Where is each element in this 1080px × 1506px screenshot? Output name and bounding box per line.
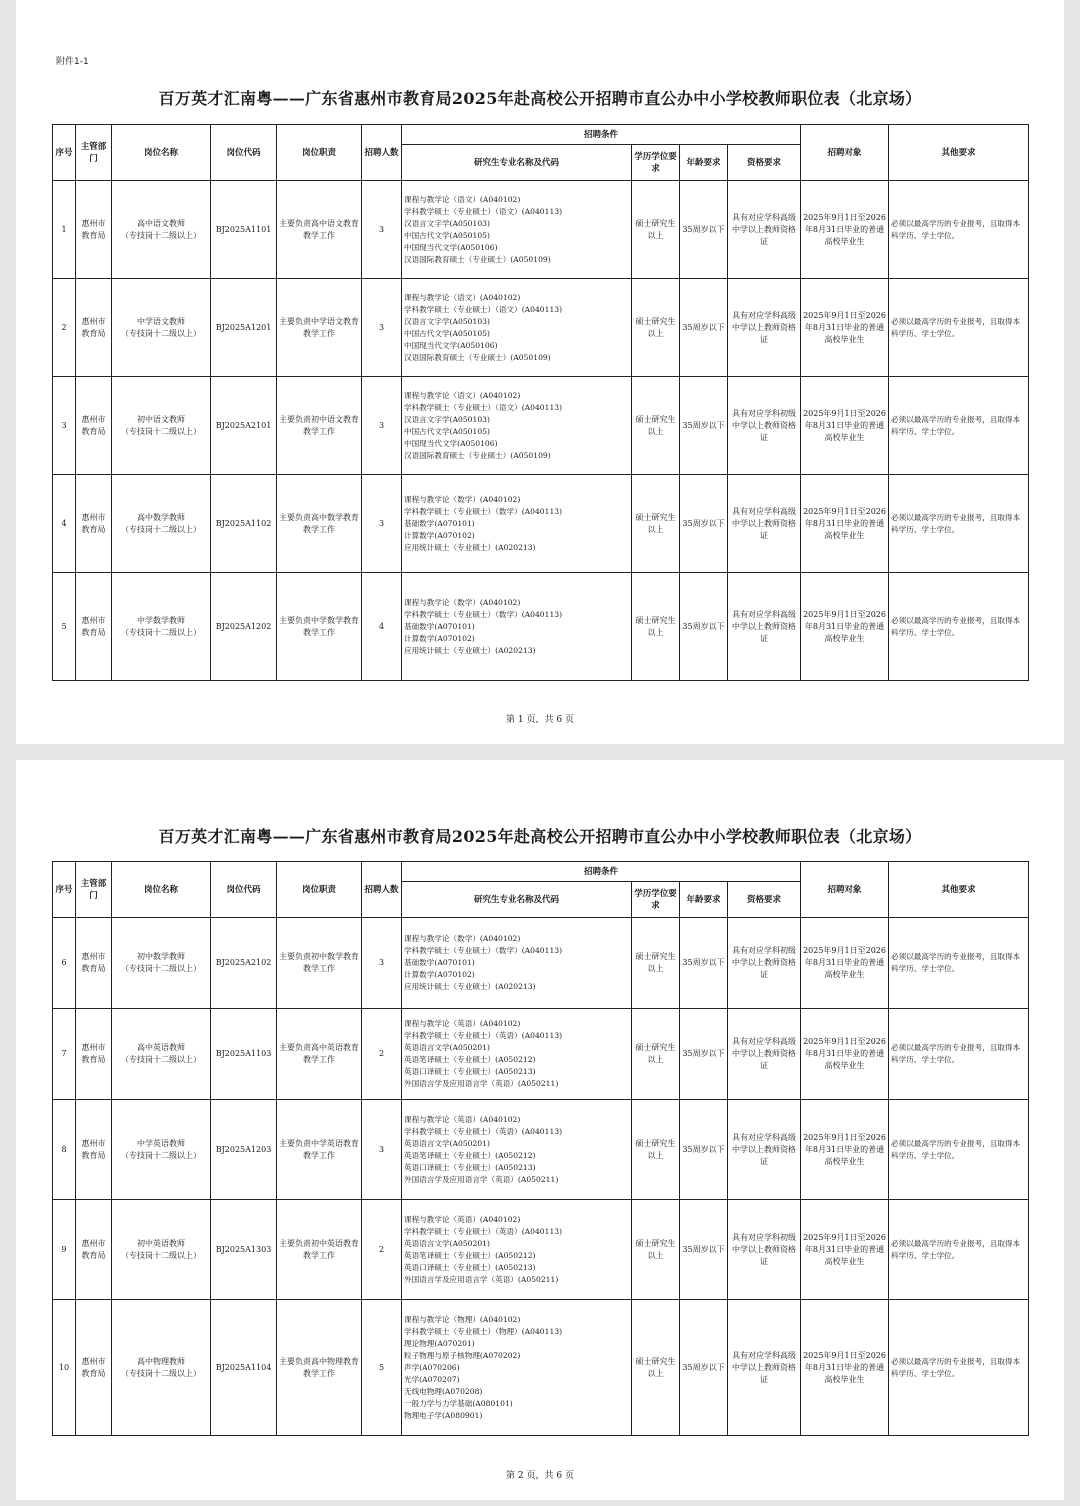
- row-age: 35周岁以下: [680, 573, 728, 681]
- post-level: （专技岗十二级以上）: [121, 524, 201, 534]
- major-item: 计算数学(A070102): [404, 970, 475, 979]
- major-item: 应用统计硕士（专业硕士）(A020213): [404, 982, 536, 991]
- row-target: 2025年9月1日至2026年8月31日毕业的普通高校毕业生: [801, 573, 889, 681]
- major-item: 学科教学硕士（专业硕士）（数学）(A040113): [404, 946, 563, 955]
- major-item: 计算数学(A070102): [404, 633, 475, 643]
- row-post-name: [112, 181, 211, 279]
- post-title: 高中物理教师: [137, 1356, 185, 1366]
- row-degree: 硕士研究生以上: [632, 181, 680, 279]
- major-item: 物理电子学(A080901): [404, 1410, 483, 1420]
- row-target: 2025年9月1日至2026年8月31日毕业的普通高校毕业生: [801, 1200, 889, 1300]
- row-count: 2: [362, 1200, 402, 1300]
- row-dept: 惠州市教育局: [76, 1300, 112, 1436]
- header-dept: 主管部门: [76, 862, 112, 918]
- row-seq: 2: [53, 279, 76, 377]
- post-level: （专技岗十二级以上）: [121, 1250, 201, 1260]
- header-seq: 序号: [53, 862, 76, 918]
- row-count: 3: [362, 475, 402, 573]
- major-item: 基础数学(A070101): [404, 958, 475, 967]
- page-number: 第 1 页，共 6 页: [506, 715, 574, 725]
- row-degree: 硕士研究生以上: [632, 1200, 680, 1300]
- row-duty: 主要负责初中数学教育教学工作: [277, 918, 362, 1009]
- row-post-code: BJ2025A1201: [211, 279, 277, 377]
- row-target: 2025年9月1日至2026年8月31日毕业的普通高校毕业生: [801, 918, 889, 1009]
- row-duty: 主要负责中学英语教育教学工作: [277, 1100, 362, 1200]
- major-item: 汉语国际教育硕士（专业硕士）(A050109): [404, 450, 551, 460]
- header-post-name: 岗位名称: [112, 125, 211, 181]
- row-other: 必须以最高学历的专业报考，且取得本科学历、学士学位。: [889, 279, 1029, 377]
- table-body: [53, 181, 1029, 681]
- positions-table: [52, 124, 1029, 681]
- major-item: 英语口译硕士（专业硕士）(A050213): [404, 1262, 536, 1272]
- row-post-name: [112, 573, 211, 681]
- major-item: 学科教学硕士（专业硕士）（语文）(A040113): [404, 304, 563, 314]
- major-item: 课程与教学论（数学）(A040102): [404, 934, 521, 943]
- major-item: 粒子物理与原子核物理(A070202): [404, 1350, 521, 1360]
- row-duty: 主要负责高中英语教育教学工作: [277, 1009, 362, 1100]
- row-qual: 具有对应学科初级中学以上教师资格证: [728, 1200, 801, 1300]
- major-item: 外国语言学及应用语言学（英语）(A050211): [404, 1174, 559, 1184]
- row-majors: [402, 377, 632, 475]
- row-qual: 具有对应学科高级中学以上教师资格证: [728, 475, 801, 573]
- row-age: 35周岁以下: [680, 1200, 728, 1300]
- row-qual: 具有对应学科高级中学以上教师资格证: [728, 573, 801, 681]
- row-dept: 惠州市教育局: [76, 1200, 112, 1300]
- row-other: 必须以最高学历的专业报考，且取得本科学历、学士学位。: [889, 1100, 1029, 1200]
- row-qual: 具有对应学科高级中学以上教师资格证: [728, 1100, 801, 1200]
- major-item: 汉语国际教育硕士（专业硕士）(A050109): [404, 352, 551, 362]
- post-title: 高中英语教师: [137, 1043, 185, 1052]
- row-duty: 主要负责中学语文教育教学工作: [277, 279, 362, 377]
- major-item: 学科教学硕士（专业硕士）（语文）(A040113): [404, 402, 563, 412]
- post-title: 中学数学教师: [137, 615, 185, 625]
- major-item: 学科教学硕士（专业硕士）（物理）(A040113): [404, 1326, 563, 1336]
- row-target: 2025年9月1日至2026年8月31日毕业的普通高校毕业生: [801, 279, 889, 377]
- row-post-name: [112, 1300, 211, 1436]
- major-item: 汉语言文字学(A050103): [404, 414, 490, 424]
- major-item: 课程与教学论（英语）(A040102): [404, 1214, 521, 1224]
- header-age: 年龄要求: [680, 145, 728, 181]
- row-post-code: BJ2025A1203: [211, 1100, 277, 1200]
- row-count: 2: [362, 1009, 402, 1100]
- row-count: 3: [362, 377, 402, 475]
- post-level: （专技岗十二级以上）: [121, 328, 201, 338]
- header-conditions: 招聘条件: [402, 862, 801, 882]
- row-post-name: [112, 475, 211, 573]
- row-other: 必须以最高学历的专业报考，且取得本科学历、学士学位。: [889, 573, 1029, 681]
- table-row: [53, 475, 1029, 573]
- row-post-code: BJ2025A1103: [211, 1009, 277, 1100]
- header-age: 年龄要求: [680, 882, 728, 918]
- row-majors: [402, 1009, 632, 1100]
- post-level: （专技岗十二级以上）: [121, 964, 201, 973]
- row-age: 35周岁以下: [680, 279, 728, 377]
- major-item: 课程与教学论（语文）(A040102): [404, 292, 521, 302]
- post-title: 初中数学教师: [137, 952, 185, 961]
- row-other: 必须以最高学历的专业报考，且取得本科学历、学士学位。: [889, 377, 1029, 475]
- row-majors: [402, 1300, 632, 1436]
- row-seq: 10: [53, 1300, 76, 1436]
- row-other: 必须以最高学历的专业报考，且取得本科学历、学士学位。: [889, 1300, 1029, 1436]
- major-item: 汉语言文字学(A050103): [404, 218, 490, 228]
- post-title: 初中英语教师: [137, 1238, 185, 1248]
- post-level: （专技岗十二级以上）: [121, 426, 201, 436]
- post-title: 中学语文教师: [137, 316, 185, 326]
- table-row: [53, 1100, 1029, 1200]
- major-item: 课程与教学论（英语）(A040102): [404, 1114, 521, 1124]
- major-item: 光学(A070207): [404, 1374, 460, 1384]
- table-row: [53, 573, 1029, 681]
- row-post-code: BJ2025A1101: [211, 181, 277, 279]
- header-other: 其他要求: [889, 862, 1029, 918]
- row-seq: 9: [53, 1200, 76, 1300]
- header-duty: 岗位职责: [277, 125, 362, 181]
- major-item: 课程与教学论（英语）(A040102): [404, 1019, 521, 1028]
- row-degree: 硕士研究生以上: [632, 1009, 680, 1100]
- major-item: 学科教学硕士（专业硕士）（数学）(A040113): [404, 506, 563, 516]
- header-qual: 资格要求: [728, 882, 801, 918]
- row-majors: [402, 181, 632, 279]
- row-post-code: BJ2025A1102: [211, 475, 277, 573]
- row-degree: 硕士研究生以上: [632, 377, 680, 475]
- post-title: 高中语文教师: [137, 218, 185, 228]
- row-dept: 惠州市教育局: [76, 181, 112, 279]
- row-age: 35周岁以下: [680, 1300, 728, 1436]
- row-majors: [402, 279, 632, 377]
- header-target: 招聘对象: [801, 862, 889, 918]
- row-count: 3: [362, 181, 402, 279]
- post-level: （专技岗十二级以上）: [121, 1368, 201, 1378]
- row-majors: [402, 1100, 632, 1200]
- row-majors: [402, 573, 632, 681]
- major-item: 外国语言学及应用语言学（英语）(A050211): [404, 1274, 559, 1284]
- row-dept: 惠州市教育局: [76, 1100, 112, 1200]
- row-age: 35周岁以下: [680, 918, 728, 1009]
- header-conditions: 招聘条件: [402, 125, 801, 145]
- major-item: 中国现当代文学(A050106): [404, 340, 498, 350]
- row-dept: 惠州市教育局: [76, 377, 112, 475]
- row-target: 2025年9月1日至2026年8月31日毕业的普通高校毕业生: [801, 1100, 889, 1200]
- row-count: 3: [362, 918, 402, 1009]
- post-title: 中学英语教师: [137, 1138, 185, 1148]
- row-age: 35周岁以下: [680, 1100, 728, 1200]
- major-item: 课程与教学论（数学）(A040102): [404, 597, 521, 607]
- major-item: 汉语国际教育硕士（专业硕士）(A050109): [404, 254, 551, 264]
- row-post-name: [112, 377, 211, 475]
- major-item: 学科教学硕士（专业硕士）（英语）(A040113): [404, 1226, 563, 1236]
- major-item: 中国古代文学(A050105): [404, 328, 490, 338]
- row-post-code: BJ2025A1303: [211, 1200, 277, 1300]
- row-other: 必须以最高学历的专业报考，且取得本科学历、学士学位。: [889, 1200, 1029, 1300]
- row-count: 5: [362, 1300, 402, 1436]
- post-title: 高中数学教师: [137, 512, 185, 522]
- row-other: 必须以最高学历的专业报考，且取得本科学历、学士学位。: [889, 918, 1029, 1009]
- major-item: 一般力学与力学基础(A080101): [404, 1398, 513, 1408]
- row-dept: 惠州市教育局: [76, 1009, 112, 1100]
- major-item: 英语笔译硕士（专业硕士）(A050212): [404, 1150, 536, 1160]
- row-post-code: BJ2025A2102: [211, 918, 277, 1009]
- major-item: 中国现当代文学(A050106): [404, 438, 498, 448]
- table-body: [53, 918, 1029, 1436]
- header-degree: 学历学位要求: [632, 145, 680, 181]
- major-item: 中国古代文学(A050105): [404, 230, 490, 240]
- major-item: 计算数学(A070102): [404, 530, 475, 540]
- table-row: [53, 181, 1029, 279]
- major-item: 应用统计硕士（专业硕士）(A020213): [404, 645, 536, 655]
- header-post-code: 岗位代码: [211, 862, 277, 918]
- major-item: 英语语言文学(A050201): [404, 1043, 490, 1052]
- row-count: 3: [362, 1100, 402, 1200]
- major-item: 英语口译硕士（专业硕士）(A050213): [404, 1067, 536, 1076]
- row-degree: 硕士研究生以上: [632, 573, 680, 681]
- row-age: 35周岁以下: [680, 377, 728, 475]
- post-level: （专技岗十二级以上）: [121, 1055, 201, 1064]
- row-qual: 具有对应学科初级中学以上教师资格证: [728, 918, 801, 1009]
- row-post-name: [112, 1200, 211, 1300]
- row-age: 35周岁以下: [680, 475, 728, 573]
- row-post-code: BJ2025A1202: [211, 573, 277, 681]
- table-row: [53, 1300, 1029, 1436]
- major-item: 外国语言学及应用语言学（英语）(A050211): [404, 1079, 559, 1088]
- post-level: （专技岗十二级以上）: [121, 627, 201, 637]
- major-item: 英语语言文学(A050201): [404, 1138, 490, 1148]
- major-item: 基础数学(A070101): [404, 621, 475, 631]
- major-item: 英语笔译硕士（专业硕士）(A050212): [404, 1250, 536, 1260]
- header-count: 招聘人数: [362, 862, 402, 918]
- header-majors: 研究生专业名称及代码: [402, 145, 632, 181]
- row-other: 必须以最高学历的专业报考，且取得本科学历、学士学位。: [889, 475, 1029, 573]
- row-majors: [402, 918, 632, 1009]
- row-qual: 具有对应学科高级中学以上教师资格证: [728, 1009, 801, 1100]
- document-page-1: [16, 0, 1064, 744]
- table-row: [53, 377, 1029, 475]
- row-count: 3: [362, 279, 402, 377]
- row-target: 2025年9月1日至2026年8月31日毕业的普通高校毕业生: [801, 475, 889, 573]
- attachment-label: 附件1-1: [56, 57, 89, 67]
- row-post-code: BJ2025A1104: [211, 1300, 277, 1436]
- header-degree: 学历学位要求: [632, 882, 680, 918]
- row-duty: 主要负责高中物理教育教学工作: [277, 1300, 362, 1436]
- major-item: 中国古代文学(A050105): [404, 426, 490, 436]
- row-seq: 3: [53, 377, 76, 475]
- header-qual: 资格要求: [728, 145, 801, 181]
- header-dept: 主管部门: [76, 125, 112, 181]
- row-degree: 硕士研究生以上: [632, 475, 680, 573]
- table-row: [53, 1009, 1029, 1100]
- row-post-name: [112, 918, 211, 1009]
- row-dept: 惠州市教育局: [76, 573, 112, 681]
- row-seq: 5: [53, 573, 76, 681]
- header-target: 招聘对象: [801, 125, 889, 181]
- major-item: 英语口译硕士（专业硕士）(A050213): [404, 1162, 536, 1172]
- major-item: 理论物理(A070201): [404, 1338, 475, 1348]
- header-seq: 序号: [53, 125, 76, 181]
- header-duty: 岗位职责: [277, 862, 362, 918]
- row-target: 2025年9月1日至2026年8月31日毕业的普通高校毕业生: [801, 1009, 889, 1100]
- row-post-name: [112, 1009, 211, 1100]
- row-age: 35周岁以下: [680, 181, 728, 279]
- major-item: 英语笔译硕士（专业硕士）(A050212): [404, 1055, 536, 1064]
- row-dept: 惠州市教育局: [76, 475, 112, 573]
- major-item: 英语语言文学(A050201): [404, 1238, 490, 1248]
- row-post-name: [112, 279, 211, 377]
- major-item: 基础数学(A070101): [404, 518, 475, 528]
- row-seq: 1: [53, 181, 76, 279]
- page-title: 百万英才汇南粤——广东省惠州市教育局2025年赴高校公开招聘市直公办中小学校教师职位表（北京场）: [158, 89, 922, 108]
- row-majors: [402, 1200, 632, 1300]
- header-other: 其他要求: [889, 125, 1029, 181]
- table-row: [53, 279, 1029, 377]
- positions-table: [52, 861, 1029, 1436]
- row-age: 35周岁以下: [680, 1009, 728, 1100]
- row-dept: 惠州市教育局: [76, 918, 112, 1009]
- row-other: 必须以最高学历的专业报考，且取得本科学历、学士学位。: [889, 1009, 1029, 1100]
- table-row: [53, 918, 1029, 1009]
- major-item: 学科教学硕士（专业硕士）（语文）(A040113): [404, 206, 563, 216]
- major-item: 学科教学硕士（专业硕士）（英语）(A040113): [404, 1126, 563, 1136]
- row-duty: 主要负责中学数学教育教学工作: [277, 573, 362, 681]
- row-duty: 主要负责高中语文教育教学工作: [277, 181, 362, 279]
- row-other: 必须以最高学历的专业报考，且取得本科学历、学士学位。: [889, 181, 1029, 279]
- post-level: （专技岗十二级以上）: [121, 230, 201, 240]
- major-item: 课程与教学论（数学）(A040102): [404, 494, 521, 504]
- document-page-2: [16, 760, 1064, 1500]
- row-target: 2025年9月1日至2026年8月31日毕业的普通高校毕业生: [801, 1300, 889, 1436]
- row-post-name: [112, 1100, 211, 1200]
- row-target: 2025年9月1日至2026年8月31日毕业的普通高校毕业生: [801, 377, 889, 475]
- row-seq: 6: [53, 918, 76, 1009]
- row-duty: 主要负责初中英语教育教学工作: [277, 1200, 362, 1300]
- row-duty: 主要负责初中语文教育教学工作: [277, 377, 362, 475]
- row-majors: [402, 475, 632, 573]
- row-count: 4: [362, 573, 402, 681]
- major-item: 应用统计硕士（专业硕士）(A020213): [404, 542, 536, 552]
- header-count: 招聘人数: [362, 125, 402, 181]
- row-target: 2025年9月1日至2026年8月31日毕业的普通高校毕业生: [801, 181, 889, 279]
- row-qual: 具有对应学科高级中学以上教师资格证: [728, 1300, 801, 1436]
- row-degree: 硕士研究生以上: [632, 918, 680, 1009]
- major-item: 中国现当代文学(A050106): [404, 242, 498, 252]
- row-degree: 硕士研究生以上: [632, 1100, 680, 1200]
- post-level: （专技岗十二级以上）: [121, 1150, 201, 1160]
- header-post-code: 岗位代码: [211, 125, 277, 181]
- row-seq: 4: [53, 475, 76, 573]
- row-duty: 主要负责高中数学教育教学工作: [277, 475, 362, 573]
- header-post-name: 岗位名称: [112, 862, 211, 918]
- post-title: 初中语文教师: [137, 414, 185, 424]
- row-dept: 惠州市教育局: [76, 279, 112, 377]
- row-post-code: BJ2025A2101: [211, 377, 277, 475]
- major-item: 汉语言文字学(A050103): [404, 316, 490, 326]
- major-item: 声学(A070206): [404, 1362, 460, 1372]
- row-seq: 7: [53, 1009, 76, 1100]
- row-qual: 具有对应学科高级中学以上教师资格证: [728, 279, 801, 377]
- page-title: 百万英才汇南粤——广东省惠州市教育局2025年赴高校公开招聘市直公办中小学校教师职位表（北京场）: [158, 827, 922, 846]
- row-seq: 8: [53, 1100, 76, 1200]
- row-degree: 硕士研究生以上: [632, 1300, 680, 1436]
- row-degree: 硕士研究生以上: [632, 279, 680, 377]
- row-qual: 具有对应学科高级中学以上教师资格证: [728, 181, 801, 279]
- page-number: 第 2 页，共 6 页: [506, 1471, 574, 1481]
- major-item: 课程与教学论（语文）(A040102): [404, 390, 521, 400]
- major-item: 学科教学硕士（专业硕士）（数学）(A040113): [404, 609, 563, 619]
- row-qual: 具有对应学科初级中学以上教师资格证: [728, 377, 801, 475]
- table-row: [53, 1200, 1029, 1300]
- major-item: 课程与教学论（语文）(A040102): [404, 194, 521, 204]
- major-item: 课程与教学论（物理）(A040102): [404, 1314, 521, 1324]
- header-majors: 研究生专业名称及代码: [402, 882, 632, 918]
- major-item: 无线电物理(A070208): [404, 1386, 483, 1396]
- major-item: 学科教学硕士（专业硕士）（英语）(A040113): [404, 1031, 563, 1040]
